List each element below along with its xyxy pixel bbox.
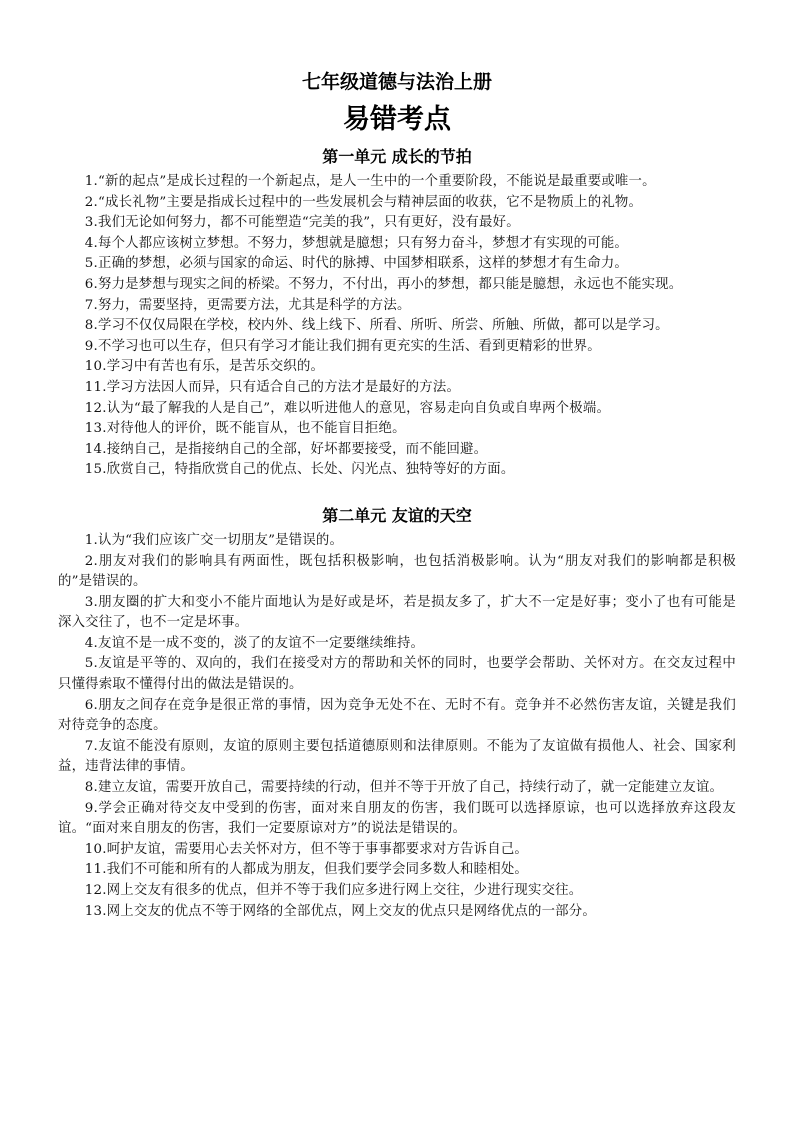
list-item: 10.学习中有苦也有乐，是苦乐交织的。 [84,359,325,375]
list-item: 12.认为“最了解我的人是自己”，难以听进他人的意见，容易走向自负或自卑两个极端。 [84,400,611,416]
unit-heading: 第二单元 友谊的天空 [322,505,472,525]
list-item: 9.学会正确对待交友中受到的伤害，面对来自朋友的伤害，我们既可以选择原谅，也可以选择放弃这段友谊。“面对来自朋友的伤害，我们一定要原谅对方”的说法是错误的。 [58,800,736,837]
list-item: 8.建立友谊，需要开放自己，需要持续的行动，但并不等于开放了自己，持续行动了，就一定能建立友谊。 [84,780,724,796]
list-item: 6.朋友之间存在竞争是很正常的事情，因为竞争无处不在、无时不有。竞争并不必然伤害友谊，关键是我们对待竞争的态度。 [58,697,736,734]
list-item: 11.我们不可能和所有的人都成为朋友，但我们要学会同多数人和睦相处。 [84,862,528,878]
list-item: 5.正确的梦想，必须与国家的命运、时代的脉搏、中国梦相联系，这样的梦想才有生命力。 [84,256,629,272]
list-item: 15.欣赏自己，特指欣赏自己的优点、长处、闪光点、独特等好的方面。 [84,462,515,478]
list-item: 8.学习不仅仅局限在学校，校内外、线上线下、所看、所听、所尝、所触、所做，都可以是学习。 [84,318,669,334]
list-item: 13.对待他人的评价，既不能盲从，也不能盲目拒绝。 [84,421,406,437]
list-item: 3.朋友圈的扩大和变小不能片面地认为是好或是坏，若是损友多了，扩大不一定是好事；变小了也有可能是深入交往了，也不一定是坏事。 [58,594,736,631]
list-item: 2.朋友对我们的影响具有两面性，既包括积极影响，也包括消极影响。认为“朋友对我们的影响都是积极的”是错误的。 [58,553,736,590]
unit-2-items [58,531,736,922]
list-item: 1.认为“我们应该广交一切朋友”是错误的。 [84,532,344,548]
list-item: 9.不学习也可以生存，但只有学习才能让我们拥有更充实的生活、看到更精彩的世界。 [84,338,601,354]
list-item: 5.友谊是平等的、双向的，我们在接受对方的帮助和关怀的同时，也要学会帮助、关怀对方。在交友过程中只懂得索取不懂得付出的做法是错误的。 [58,656,736,693]
document-title: 七年级道德与法治上册 [301,71,492,93]
list-item: 13.网上交友的优点不等于网络的全部优点，网上交友的优点只是网络优点的一部分。 [84,903,596,919]
unit-1-items [58,172,736,481]
list-item: 6.努力是梦想与现实之间的桥梁。不努力，不付出，再小的梦想，都只能是臆想，永远也不能实现。 [84,276,683,292]
list-item: 1.“新的起点”是成长过程的一个新起点，是人一生中的一个重要阶段，不能说是最重要或唯一。 [84,174,656,189]
list-item: 14.接纳自己，是指接纳自己的全部，好坏都要接受，而不能回避。 [84,441,488,457]
list-item: 2.“成长礼物”主要是指成长过程中的一些发展机会与精神层面的收获，它不是物质上的礼物。 [84,194,643,210]
unit-heading: 第一单元 成长的节拍 [322,147,472,166]
list-item: 4.每个人都应该树立梦想。不努力，梦想就是臆想；只有努力奋斗，梦想才有实现的可能。 [84,235,629,251]
list-item: 7.努力，需要坚持，更需要方法，尤其是科学的方法。 [84,297,411,313]
list-item: 10.呵护友谊，需要用心去关怀对方，但不等于事事都要求对方告诉自己。 [84,841,528,857]
list-item: 4.友谊不是一成不变的，淡了的友谊不一定要继续维持。 [84,635,425,651]
list-item: 3.我们无论如何努力，都不可能塑造“完美的我”，只有更好，没有最好。 [84,215,520,231]
list-item: 12.网上交友有很多的优点，但并不等于我们应多进行网上交往，少进行现实交往。 [84,883,583,898]
unit-section-2 [58,503,736,922]
document-subtitle: 易错考点 [343,104,451,135]
list-item: 7.友谊不能没有原则，友谊的原则主要包括道德原则和法律原则。不能为了友谊做有损他人、社会、国家利益，违背法律的事情。 [58,738,736,775]
list-item: 11.学习方法因人而异，只有适合自己的方法才是最好的方法。 [84,379,461,395]
unit-section-1 [58,144,736,481]
